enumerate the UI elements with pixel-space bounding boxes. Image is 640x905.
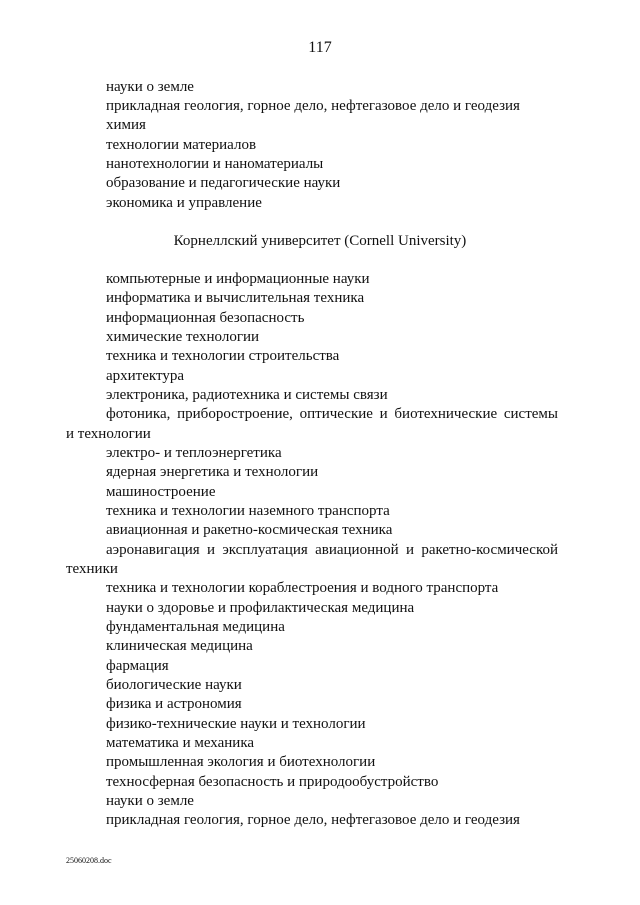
list-item: техника и технологии наземного транспорта (106, 503, 390, 519)
list-item: техника и технологии строительства (106, 348, 340, 364)
list-item: информационная безопасность (106, 310, 305, 326)
list-item: науки о земле (106, 79, 194, 95)
list-item: науки о здоровье и профилактическая медицина (106, 600, 415, 616)
list-item: архитектура (106, 368, 185, 384)
list-item: клиническая медицина (106, 638, 253, 654)
list-item: прикладная геология, горное дело, нефтегазовое дело и геодезия (106, 812, 520, 828)
list-item: науки о земле (106, 793, 194, 809)
list-item: компьютерные и информационные науки (106, 271, 370, 287)
list-item: фармация (106, 658, 169, 674)
page-number: 117 (308, 39, 332, 56)
list-item: экономика и управление (106, 195, 262, 211)
list-item-continuation: техники (66, 561, 118, 577)
section-heading: Корнеллский университет (Cornell University) (173, 233, 467, 249)
list-item: прикладная геология, горное дело, нефтегазовое дело и геодезия (106, 98, 520, 114)
list-item: фотоника, приборостроение, оптические и биотехнические системы (106, 406, 558, 422)
list-item: биологические науки (106, 677, 242, 693)
list-item: технологии материалов (106, 137, 257, 153)
list-item: электро- и теплоэнергетика (106, 445, 282, 461)
list-item: авиационная и ракетно-космическая техника (106, 522, 393, 538)
list-item: физико-технические науки и технологии (106, 716, 366, 732)
list-item: фундаментальная медицина (106, 619, 285, 635)
document-footer-code: 25060208.doc (66, 856, 112, 865)
list-item: химия (106, 117, 146, 133)
list-item: информатика и вычислительная техника (106, 290, 365, 306)
list-item: машиностроение (106, 484, 216, 500)
list-item: нанотехнологии и наноматериалы (106, 156, 324, 172)
list-item: математика и механика (106, 735, 255, 751)
list-item-continuation: и технологии (66, 426, 151, 442)
list-item: химические технологии (106, 329, 260, 345)
list-item: образование и педагогические науки (106, 175, 341, 191)
list-item: ядерная энергетика и технологии (106, 464, 319, 480)
list-item: аэронавигация и эксплуатация авиационной и ракетно-космической (106, 542, 558, 558)
list-item: электроника, радиотехника и системы связи (106, 387, 388, 403)
list-item: техносферная безопасность и природообустройство (106, 774, 439, 790)
list-item: физика и астрономия (106, 696, 242, 712)
list-item: техника и технологии кораблестроения и водного транспорта (106, 580, 499, 596)
list-item: промышленная экология и биотехнологии (106, 754, 376, 770)
